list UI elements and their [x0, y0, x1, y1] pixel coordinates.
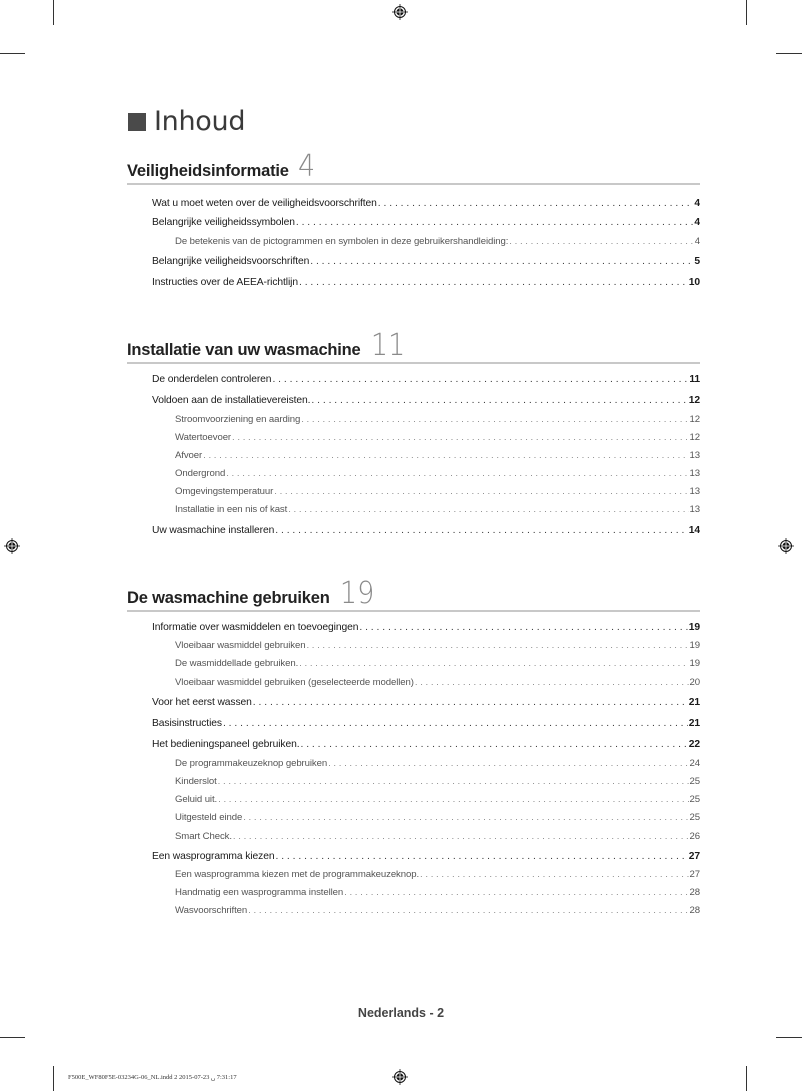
toc-entry-page: 24 [689, 758, 700, 769]
toc-entry-page: 13 [689, 486, 700, 497]
toc-subentry[interactable] [175, 640, 700, 651]
crop-mark [0, 1037, 25, 1038]
toc-entry-page: 4 [694, 236, 700, 247]
toc-entry-page: 26 [689, 831, 700, 842]
registration-mark-icon [392, 4, 408, 20]
toc-entry-label: Voldoen aan de installatievereisten. [152, 395, 311, 406]
toc-section-gebruiken [127, 576, 700, 916]
section-title: Installatie van uw wasmachine [127, 341, 361, 359]
toc-entry-page: 4 [694, 198, 700, 209]
toc-entry-label: De betekenis van de pictogrammen en symbolen in deze gebruikershandleiding: [175, 236, 509, 247]
toc-entry-label: De wasmiddellade gebruiken. [175, 658, 299, 669]
toc-entry-page: 19 [688, 622, 700, 633]
dot-leader [378, 198, 694, 209]
toc-subentry[interactable] [175, 486, 700, 497]
section-heading [127, 328, 700, 364]
toc-entry-page: 13 [689, 468, 700, 479]
toc-entry-label: Vloeibaar wasmiddel gebruiken (geselecteerde modellen) [175, 677, 414, 688]
toc-subentry[interactable] [175, 905, 700, 916]
toc-entry-label: Een wasprogramma kiezen met de programmakeuzeknop. [175, 869, 420, 880]
toc-entry[interactable] [152, 374, 700, 385]
toc-entry-page: 27 [688, 851, 700, 862]
dot-leader [299, 277, 688, 288]
dot-leader [301, 414, 688, 425]
dot-leader [274, 486, 688, 497]
toc-entry-label: Afvoer [175, 450, 203, 461]
dot-leader [248, 905, 688, 916]
toc-entry-label: Stroomvoorziening en aarding [175, 414, 301, 425]
toc-subentry[interactable] [175, 468, 700, 479]
toc-entry-page: 13 [689, 450, 700, 461]
toc-entry-page: 11 [689, 374, 700, 385]
toc-subentry[interactable] [175, 450, 700, 461]
dot-leader [296, 217, 694, 228]
dot-leader [415, 677, 689, 688]
section-page-number: 4 [297, 149, 315, 184]
page-title [128, 106, 245, 137]
toc-entry-label: Wat u moet weten over de veiligheidsvoorschriften [152, 198, 377, 209]
toc-entry-label: De onderdelen controleren [152, 374, 272, 385]
toc-subentry[interactable] [175, 432, 700, 443]
toc-entry-page: 13 [689, 504, 700, 515]
section-page-number: 19 [339, 576, 374, 611]
toc-entry-page: 25 [689, 794, 700, 805]
crop-mark [53, 0, 54, 25]
toc-subentry[interactable] [175, 831, 700, 842]
dot-leader [359, 622, 687, 633]
toc-entry-page: 28 [689, 887, 700, 898]
toc-entry[interactable] [152, 851, 700, 862]
toc-subentry[interactable] [175, 869, 700, 880]
dot-leader [275, 525, 687, 536]
toc-subentry[interactable] [175, 794, 700, 805]
toc-entry-label: Geluid uit. [175, 794, 218, 805]
section-page-number: 11 [370, 328, 405, 363]
crop-mark [776, 53, 802, 54]
square-bullet-icon [128, 113, 146, 131]
toc-entry-page: 5 [694, 256, 700, 267]
toc-subentry[interactable] [175, 812, 700, 823]
dot-leader [218, 776, 689, 787]
toc-entry-page: 20 [689, 677, 700, 688]
toc-entry-label: Het bedieningspaneel gebruiken. [152, 739, 300, 750]
toc-entry-page: 12 [689, 414, 700, 425]
toc-subentry[interactable] [175, 236, 700, 247]
registration-mark-icon [392, 1069, 408, 1085]
dot-leader [275, 851, 687, 862]
toc-entry-label: Vloeibaar wasmiddel gebruiken [175, 640, 306, 651]
dot-leader [306, 640, 688, 651]
toc-entry-label: Installatie in een nis of kast [175, 504, 288, 515]
toc-entry[interactable] [152, 697, 700, 708]
page-footer-label: Nederlands - 2 [357, 1006, 445, 1020]
section-heading [127, 576, 700, 612]
toc-entry-page: 25 [689, 776, 700, 787]
dot-leader [203, 450, 688, 461]
dot-leader [253, 697, 688, 708]
crop-mark [53, 1066, 54, 1091]
toc-entry-page: 19 [689, 640, 700, 651]
toc-entry-label: Handmatig een wasprogramma instellen [175, 887, 344, 898]
crop-mark [0, 53, 25, 54]
toc-entry-label: Smart Check. [175, 831, 232, 842]
toc-entry-page: 21 [688, 718, 700, 729]
toc-entry[interactable] [152, 277, 700, 288]
toc-entry-page: 27 [689, 869, 700, 880]
toc-entry[interactable] [152, 718, 700, 729]
crop-mark [776, 1037, 802, 1038]
toc-entry-page: 12 [689, 432, 700, 443]
toc-entry[interactable] [152, 198, 700, 209]
section-heading [127, 149, 700, 185]
dot-leader [310, 256, 693, 267]
toc-entry-label: Watertoevoer [175, 432, 232, 443]
toc-entry-label: Belangrijke veiligheidssymbolen [152, 217, 295, 228]
toc-entry-label: Instructies over de AEEA-richtlijn [152, 277, 298, 288]
registration-mark-icon [4, 538, 20, 554]
toc-entry-label: Kinderslot [175, 776, 217, 787]
toc-entry[interactable] [152, 217, 700, 228]
dot-leader [243, 812, 688, 823]
page-title-text: Inhoud [154, 106, 246, 137]
toc-entry[interactable] [152, 525, 700, 536]
crop-mark [746, 1066, 747, 1091]
toc-entry-label: Belangrijke veiligheidsvoorschriften [152, 256, 310, 267]
toc-entry-page: 4 [694, 217, 700, 228]
dot-leader [272, 374, 688, 385]
toc-entry-label: Basisinstructies [152, 718, 222, 729]
toc-entry-page: 25 [689, 812, 700, 823]
toc-subentry[interactable] [175, 677, 700, 688]
toc-entry-label: Ondergrond [175, 468, 226, 479]
toc-entry-page: 21 [688, 697, 700, 708]
print-slug: F500E_WF80F5E-03234G-06_NL.indd 2 2015-07-23 ␣ 7:31:17 [68, 1074, 237, 1081]
dot-leader [300, 739, 687, 750]
toc-entry-label: De programmakeuzeknop gebruiken [175, 758, 328, 769]
dot-leader [509, 236, 693, 247]
section-title: Veiligheidsinformatie [127, 162, 289, 180]
toc-entry[interactable] [152, 739, 700, 750]
toc-section-installatie [127, 328, 700, 536]
dot-leader [223, 718, 688, 729]
toc-entry-label: Voor het eerst wassen [152, 697, 252, 708]
toc-subentry[interactable] [175, 776, 700, 787]
dot-leader [233, 831, 689, 842]
dot-leader [344, 887, 688, 898]
dot-leader [226, 468, 688, 479]
toc-entry-page: 12 [688, 395, 700, 406]
toc-entry[interactable] [152, 622, 700, 633]
dot-leader [311, 395, 687, 406]
toc-entry-page: 28 [689, 905, 700, 916]
toc-entry-label: Informatie over wasmiddelen en toevoegingen [152, 622, 359, 633]
toc-entry-page: 14 [688, 525, 700, 536]
dot-leader [232, 432, 688, 443]
dot-leader [299, 658, 688, 669]
toc-subentry[interactable] [175, 758, 700, 769]
section-title: De wasmachine gebruiken [127, 589, 330, 607]
dot-leader [218, 794, 688, 805]
toc-entry-page: 10 [688, 277, 700, 288]
dot-leader [328, 758, 688, 769]
toc-entry[interactable] [152, 256, 700, 267]
toc-subentry[interactable] [175, 887, 700, 898]
crop-mark [746, 0, 747, 25]
registration-mark-icon [778, 538, 794, 554]
toc-entry-label: Uw wasmachine installeren [152, 525, 275, 536]
toc-entry-page: 19 [689, 658, 700, 669]
toc-subentry[interactable] [175, 414, 700, 425]
toc-subentry[interactable] [175, 504, 700, 515]
dot-leader [420, 869, 688, 880]
dot-leader [288, 504, 688, 515]
toc-entry-label: Een wasprogramma kiezen [152, 851, 275, 862]
toc-entry-label: Uitgesteld einde [175, 812, 243, 823]
toc-subentry[interactable] [175, 658, 700, 669]
toc-entry-label: Omgevingstemperatuur [175, 486, 274, 497]
toc-entry[interactable] [152, 395, 700, 406]
toc-section-veiligheidsinformatie [127, 149, 700, 288]
toc-entry-page: 22 [688, 739, 700, 750]
toc-entry-label: Wasvoorschriften [175, 905, 248, 916]
